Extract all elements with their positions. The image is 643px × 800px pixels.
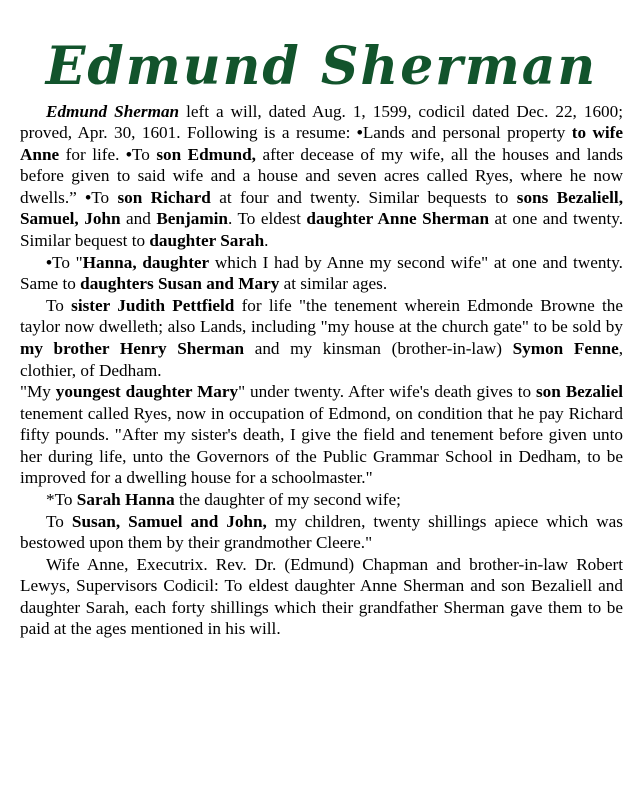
text-run: after decease of my wife, all the houses and lands before given to said wife and a house and seven acres called Ryes, where he now dwells.” <box>20 144 623 207</box>
text-run: To <box>91 187 118 207</box>
text-run: To <box>46 511 72 531</box>
text-run: daughter Anne Sherman <box>306 209 490 229</box>
text-run: Edmund Sherman <box>46 101 180 121</box>
text-run: • <box>125 144 132 164</box>
paragraph <box>20 381 623 489</box>
text-run: to wife Anne <box>20 123 624 164</box>
text-run: " under twenty. After wife's death gives to <box>238 382 536 402</box>
text-run: . <box>264 231 269 251</box>
text-run: Symon Fenne <box>512 338 619 358</box>
text-run: To <box>46 295 72 315</box>
text-run: Sarah Hanna <box>76 490 175 509</box>
text-run: my children, twenty shillings apiece which was bestowed upon them by their grandmother Cleere." <box>20 511 623 553</box>
text-run: Susan, Samuel and John, <box>71 511 267 531</box>
text-run: Lands and personal property <box>362 123 572 143</box>
page-title: Edmund Sherman <box>45 36 598 97</box>
text-run: daughters Susan and Mary <box>80 274 280 294</box>
text-run: and <box>120 209 157 229</box>
text-run: sister Judith Pettfield <box>71 295 235 315</box>
text-run: • <box>356 123 363 143</box>
text-run: which I had by Anne my second wife" at one and twenty. Same to <box>20 252 623 294</box>
paragraph <box>20 295 623 381</box>
paragraph <box>20 554 623 640</box>
text-run: tenement called Ryes, now in occupation of Edmond, on condition that he pay Richard fifty pounds. "After my sister's death, I give the field and tenement before given unto her during life, unto the Governors of the Public Grammar School in Dedham, to be improved for a dwelling house for a schoolmaster." <box>20 403 623 488</box>
text-run: Wife Anne, Executrix. Rev. Dr. (Edmund) Chapman and brother-in-law Robert Lewys, Supervisors Codicil: To eldest daughter Anne Sherman and son Bezaliell and daughter Sarah, each forty shillings which their grandfather Sherman gave them to be paid at the ages mentioned in his will. <box>20 554 623 639</box>
text-run: . To eldest <box>227 209 307 229</box>
text-run: daughter Sarah <box>149 231 265 251</box>
paragraph <box>20 489 623 511</box>
paragraph <box>20 511 623 554</box>
text-run: son Richard <box>117 187 211 207</box>
text-run: , clothier, of Dedham. <box>20 338 624 380</box>
text-run: • <box>46 252 53 272</box>
text-run: left a will, dated Aug. 1, 1599, codicil dated Dec. 22, 1600; proved, Apr. 30, 1601. Following is a resume: <box>20 101 623 143</box>
text-run: To " <box>52 252 83 272</box>
paragraph <box>20 101 623 252</box>
text-run: Benjamin <box>156 209 228 229</box>
text-run: son Edmund, <box>156 144 256 164</box>
text-run: To <box>131 144 157 164</box>
text-run: for life "the tenement wherein Edmonde Browne the taylor now dwelleth; also Lands, including "my house at the church gate" to be sold by <box>20 295 623 337</box>
text-run: sons Bezaliell, Samuel, John <box>20 187 624 229</box>
text-run: • <box>85 187 92 207</box>
text-run: the daughter of my second wife; <box>174 490 401 509</box>
text-run: at four and twenty. Similar bequests to <box>210 187 517 207</box>
document-body <box>20 101 623 640</box>
text-run: at similar ages. <box>279 274 388 294</box>
text-run: youngest daughter Mary <box>55 382 239 402</box>
text-run: "My <box>20 382 56 402</box>
text-run: for life. <box>59 144 126 164</box>
paragraph <box>20 252 623 295</box>
text-run: son Bezaliel <box>535 382 623 402</box>
text-run: Hanna, daughter <box>82 252 210 272</box>
text-run: at one and twenty. Similar bequest to <box>20 209 623 251</box>
text-run: my brother Henry Sherman <box>20 338 245 358</box>
text-run: *To <box>46 490 77 509</box>
text-run: and my kinsman (brother-in-law) <box>244 338 513 358</box>
